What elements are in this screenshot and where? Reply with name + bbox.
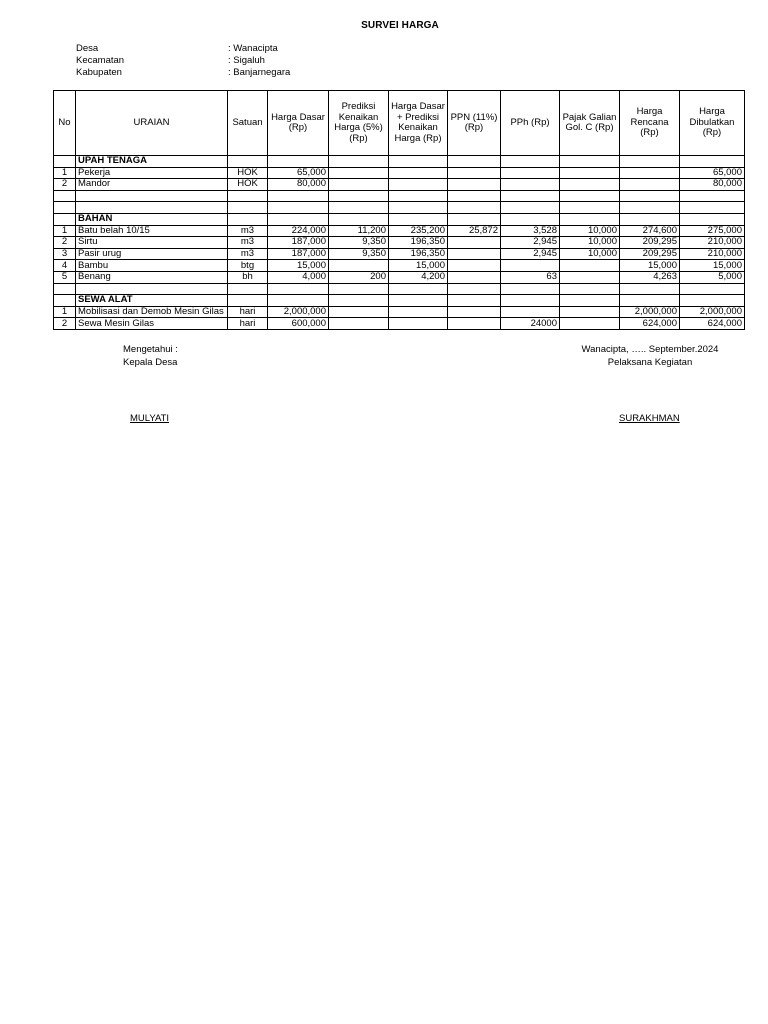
table-cell [448,213,501,225]
table-cell [329,202,389,214]
document-title: SURVEI HARGA [361,20,439,31]
table-cell: 15,000 [680,260,745,272]
signature-left-block [123,343,178,369]
table-cell [501,202,560,214]
section-title: UPAH TENAGA [76,156,228,168]
table-cell: 235,200 [389,225,448,237]
table-cell: hari [228,306,268,318]
table-cell: m3 [228,248,268,260]
table-cell: 275,000 [680,225,745,237]
table-cell [620,202,680,214]
table-cell [560,271,620,283]
table-cell [54,202,76,214]
table-cell [501,190,560,202]
table-cell: Batu belah 10/15 [76,225,228,237]
table-cell [680,295,745,307]
meta-row-kecamatan [76,55,290,67]
meta-row-kabupaten [76,67,290,79]
acknowledged-label: Mengetahui : [123,344,178,355]
table-cell [329,295,389,307]
table-cell [228,156,268,168]
table-cell: Benang [76,271,228,283]
table-cell [76,190,228,202]
table-cell [501,179,560,191]
table-cell [389,318,448,330]
village-head-name: MULYATI [130,413,170,424]
table-cell: Mobilisasi dan Demob Mesin Gilas [76,306,228,318]
table-cell [560,318,620,330]
table-cell [329,318,389,330]
table-cell: 1 [54,306,76,318]
table-cell: 24000 [501,318,560,330]
table-cell [329,179,389,191]
table-cell: m3 [228,237,268,249]
table-cell [389,283,448,295]
empty-row [54,202,745,214]
table-cell [501,213,560,225]
table-cell: 65,000 [680,167,745,179]
table-cell [448,295,501,307]
table-cell [329,156,389,168]
table-cell: 2 [54,237,76,249]
table-cell: bh [228,271,268,283]
table-cell: 9,350 [329,248,389,260]
table-cell [560,283,620,295]
table-cell [501,156,560,168]
table-cell [329,167,389,179]
table-cell: 209,295 [620,248,680,260]
table-cell [448,156,501,168]
table-cell [620,167,680,179]
column-header: Harga Rencana (Rp) [620,91,680,156]
table-header-row [54,91,745,156]
table-cell [228,190,268,202]
table-cell [329,213,389,225]
empty-row [54,283,745,295]
table-cell [448,271,501,283]
meta-label: Desa [76,43,99,54]
table-cell [560,260,620,272]
column-header: Harga Dasar + Prediksi Kenaikan Harga (Rp) [389,91,448,156]
table-cell [389,202,448,214]
table-row [54,318,745,330]
table-cell: 2 [54,318,76,330]
column-header: No [54,91,76,156]
table-cell: Pekerja [76,167,228,179]
executor-label: Pelaksana Kegiatan [607,357,693,368]
table-cell [560,179,620,191]
column-header: Harga Dasar (Rp) [268,91,329,156]
table-cell: 1 [54,167,76,179]
table-cell [560,156,620,168]
table-cell [501,306,560,318]
column-header: Satuan [228,91,268,156]
table-cell: 200 [329,271,389,283]
table-cell: Pasir urug [76,248,228,260]
table-cell [389,306,448,318]
table-cell [448,237,501,249]
table-cell [448,179,501,191]
executor-name: SURAKHMAN [619,413,680,424]
table-cell [228,202,268,214]
table-cell: 2,945 [501,237,560,249]
table-cell [501,260,560,272]
table-cell [501,295,560,307]
table-cell: 2,000,000 [680,306,745,318]
signature-right-block [560,343,740,369]
table-cell [448,283,501,295]
table-cell [54,190,76,202]
table-cell: 3,528 [501,225,560,237]
meta-value: : Sigaluh [228,55,265,66]
table-cell [620,213,680,225]
table-cell [76,202,228,214]
table-cell: 624,000 [680,318,745,330]
table-cell [560,202,620,214]
table-cell: 209,295 [620,237,680,249]
table-cell: 11,200 [329,225,389,237]
table-cell: 274,600 [620,225,680,237]
column-header: PPN (11%) (Rp) [448,91,501,156]
table-row [54,225,745,237]
table-row [54,271,745,283]
table-cell [448,260,501,272]
table-cell [268,295,329,307]
table-cell [448,306,501,318]
table-cell: HOK [228,167,268,179]
table-cell: 80,000 [680,179,745,191]
table-body [54,156,745,330]
table-cell: 3 [54,248,76,260]
table-cell: Mandor [76,179,228,191]
table-row [54,248,745,260]
table-cell [228,283,268,295]
table-cell: 196,350 [389,248,448,260]
table-cell [76,283,228,295]
table-cell [501,283,560,295]
table-cell: 210,000 [680,248,745,260]
empty-row [54,190,745,202]
column-header: Harga Dibulatkan (Rp) [680,91,745,156]
table-cell [268,156,329,168]
price-survey-table [53,90,745,330]
meta-label: Kecamatan [76,55,125,66]
table-cell [268,190,329,202]
meta-row-desa [76,43,290,55]
table-cell [620,190,680,202]
meta-label: Kabupaten [76,67,122,78]
table-cell: 187,000 [268,248,329,260]
table-cell [680,156,745,168]
table-cell [680,213,745,225]
table-cell [620,156,680,168]
table-cell: 4,200 [389,271,448,283]
table-row [54,306,745,318]
table-cell [560,190,620,202]
table-cell [389,167,448,179]
table-cell [389,156,448,168]
table-cell [560,295,620,307]
table-cell [54,295,76,307]
table-cell: 224,000 [268,225,329,237]
table-cell [680,283,745,295]
table-cell: 2,000,000 [620,306,680,318]
table-cell: hari [228,318,268,330]
section-header-row [54,295,745,307]
table-cell [268,202,329,214]
table-cell: Sirtu [76,237,228,249]
table-cell [448,318,501,330]
table-cell [54,213,76,225]
table-cell: 15,000 [389,260,448,272]
table-cell: 1 [54,225,76,237]
table-cell: 63 [501,271,560,283]
table-cell: 2,000,000 [268,306,329,318]
table-cell: 4 [54,260,76,272]
table-row [54,167,745,179]
table-cell [329,190,389,202]
table-row [54,179,745,191]
table-cell: 5,000 [680,271,745,283]
column-header: URAIAN [76,91,228,156]
table-row [54,237,745,249]
table-cell [448,190,501,202]
table-cell [389,179,448,191]
section-header-row [54,213,745,225]
table-cell [389,190,448,202]
table-cell: 10,000 [560,248,620,260]
column-header: Prediksi Kenaikan Harga (5%) (Rp) [329,91,389,156]
table-cell [620,295,680,307]
table-cell [560,167,620,179]
table-cell: 10,000 [560,237,620,249]
table-cell: 624,000 [620,318,680,330]
section-header-row [54,156,745,168]
section-title: SEWA ALAT [76,295,228,307]
table-cell: 10,000 [560,225,620,237]
table-cell: 65,000 [268,167,329,179]
meta-value: : Wanacipta [228,43,278,54]
table-cell [54,283,76,295]
table-cell [329,306,389,318]
table-cell [228,213,268,225]
section-title: BAHAN [76,213,228,225]
table-cell: btg [228,260,268,272]
table-cell [389,213,448,225]
table-cell: m3 [228,225,268,237]
table-cell [680,190,745,202]
table-cell [620,283,680,295]
table-cell [329,260,389,272]
table-cell: 15,000 [268,260,329,272]
table-cell: 25,872 [448,225,501,237]
table-cell: 2 [54,179,76,191]
table-cell [680,202,745,214]
column-header: PPh (Rp) [501,91,560,156]
table-cell [389,295,448,307]
village-head-label: Kepala Desa [123,357,178,368]
table-cell: HOK [228,179,268,191]
place-date: Wanacipta, ….. September.2024 [581,344,719,355]
table-cell [228,295,268,307]
table-cell: 5 [54,271,76,283]
table-cell: 4,263 [620,271,680,283]
table-cell: 9,350 [329,237,389,249]
table-cell: 187,000 [268,237,329,249]
table-cell: 600,000 [268,318,329,330]
table-cell [560,306,620,318]
column-header: Pajak Galian Gol. C (Rp) [560,91,620,156]
table-cell: Bambu [76,260,228,272]
table-row [54,260,745,272]
table-cell [448,202,501,214]
meta-value: : Banjarnegara [228,67,291,78]
table-cell [448,167,501,179]
table-cell: 2,945 [501,248,560,260]
table-cell: 80,000 [268,179,329,191]
table-cell: 196,350 [389,237,448,249]
table-cell [501,167,560,179]
table-cell [560,213,620,225]
table-cell [448,248,501,260]
table-cell: 4,000 [268,271,329,283]
table-cell [268,283,329,295]
table-cell [620,179,680,191]
table-cell [268,213,329,225]
table-cell: 210,000 [680,237,745,249]
table-cell: Sewa Mesin Gilas [76,318,228,330]
table-cell: 15,000 [620,260,680,272]
table-cell [329,283,389,295]
location-info [76,43,290,79]
table-cell [54,156,76,168]
